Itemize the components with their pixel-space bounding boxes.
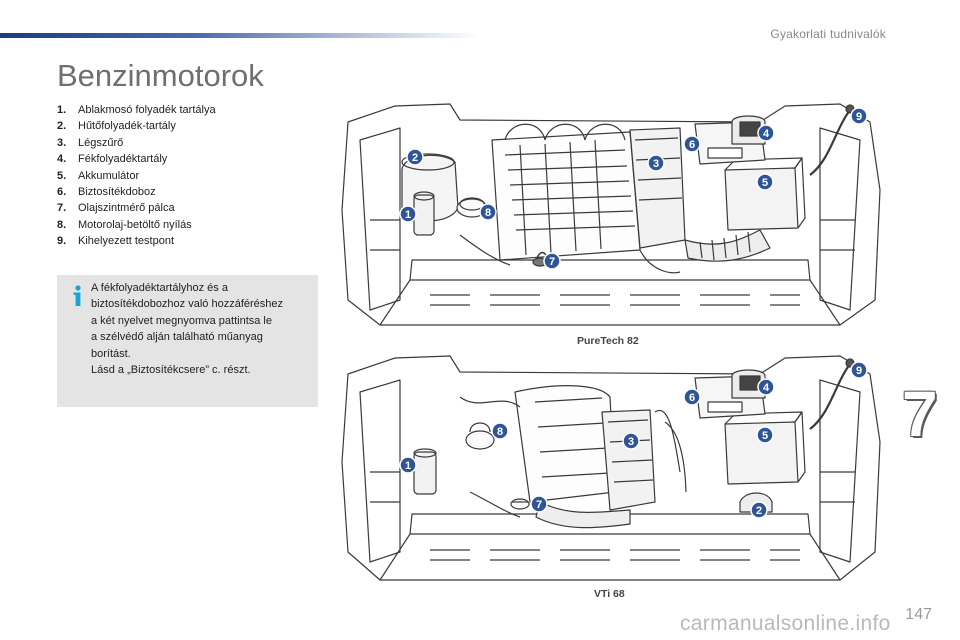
section-title: Gyakorlati tudnivalók	[770, 27, 886, 41]
svg-text:4: 4	[762, 128, 770, 140]
svg-text:7: 7	[535, 499, 543, 511]
part-item	[57, 233, 216, 249]
info-line: a szélvédő alján található műanyag	[91, 331, 263, 344]
info-line: biztosítékdobozhoz való hozzáféréshez	[91, 298, 284, 311]
part-number: 3.	[57, 136, 67, 149]
part-item	[57, 118, 216, 134]
svg-text:6: 6	[688, 392, 696, 404]
part-item	[57, 151, 216, 167]
svg-text:1: 1	[404, 209, 412, 221]
page-number: 147	[905, 606, 932, 623]
marker-7	[531, 496, 547, 512]
info-line: borítást.	[91, 347, 131, 360]
part-label: Biztosítékdoboz	[78, 186, 156, 199]
engine-diagram-vti	[340, 352, 885, 584]
svg-text:9: 9	[855, 111, 863, 123]
part-label: Légszűrő	[78, 136, 124, 149]
marker-9	[851, 362, 867, 378]
part-item	[57, 217, 216, 233]
marker-6	[684, 389, 700, 405]
part-number: 8.	[57, 218, 67, 231]
svg-text:7: 7	[548, 256, 556, 268]
info-line: Lásd a „Biztosítékcsere” c. részt.	[91, 364, 251, 377]
part-number: 5.	[57, 169, 67, 182]
svg-text:3: 3	[652, 158, 660, 170]
info-icon	[70, 285, 86, 307]
part-label: Ablakmosó folyadék tartálya	[78, 104, 216, 116]
svg-text:3: 3	[627, 436, 635, 448]
part-label: Olajszintmérő pálca	[78, 202, 175, 215]
marker-4	[758, 125, 774, 141]
part-item	[57, 168, 216, 184]
header-accent-bar	[0, 33, 480, 38]
marker-1	[400, 206, 416, 222]
part-item	[57, 102, 216, 118]
part-label: Kihelyezett testpont	[78, 235, 175, 248]
svg-text:2: 2	[755, 505, 763, 517]
marker-3	[623, 433, 639, 449]
marker-7	[544, 253, 560, 269]
part-label: Hűtőfolyadék-tartály	[78, 120, 176, 133]
engine-diagram-puretech	[340, 100, 885, 332]
marker-5	[757, 427, 773, 443]
svg-text:5: 5	[761, 177, 769, 189]
svg-text:2: 2	[411, 152, 419, 164]
page-heading: Benzinmotorok	[57, 58, 264, 93]
svg-text:9: 9	[855, 365, 863, 377]
marker-2	[751, 502, 767, 518]
marker-2	[407, 149, 423, 165]
marker-5	[757, 174, 773, 190]
marker-8	[480, 204, 496, 220]
svg-text:1: 1	[404, 460, 412, 472]
part-item	[57, 184, 216, 200]
svg-text:6: 6	[688, 139, 696, 151]
marker-3	[648, 155, 664, 171]
marker-1	[400, 457, 416, 473]
part-label: Motorolaj-betöltő nyílás	[78, 218, 192, 231]
svg-text:8: 8	[496, 426, 504, 438]
part-label: Fékfolyadéktartály	[78, 153, 168, 166]
chapter-number: 7	[902, 378, 938, 450]
marker-8	[492, 423, 508, 439]
caption-vti: VTi 68	[594, 588, 625, 600]
part-item	[57, 200, 216, 216]
part-number: 9.	[57, 235, 67, 248]
info-line: a két nyelvet megnyomva pattintsa le	[91, 314, 272, 327]
marker-6	[684, 136, 700, 152]
info-box	[57, 275, 318, 407]
part-item	[57, 135, 216, 151]
info-line: A fékfolyadéktartályhoz és a	[91, 282, 228, 294]
caption-puretech: PureTech 82	[577, 335, 639, 347]
part-number: 6.	[57, 186, 67, 199]
part-label: Akkumulátor	[78, 169, 140, 182]
svg-text:8: 8	[484, 207, 492, 219]
marker-4	[758, 379, 774, 395]
info-text	[91, 280, 316, 378]
svg-text:5: 5	[761, 430, 769, 442]
watermark: carmanualsonline.info	[680, 612, 891, 635]
parts-list	[57, 102, 216, 250]
part-number: 2.	[57, 120, 67, 133]
marker-9	[851, 108, 867, 124]
part-number: 7.	[57, 202, 67, 215]
part-number: 1.	[57, 104, 67, 116]
svg-text:4: 4	[762, 382, 770, 394]
part-number: 4.	[57, 153, 67, 166]
